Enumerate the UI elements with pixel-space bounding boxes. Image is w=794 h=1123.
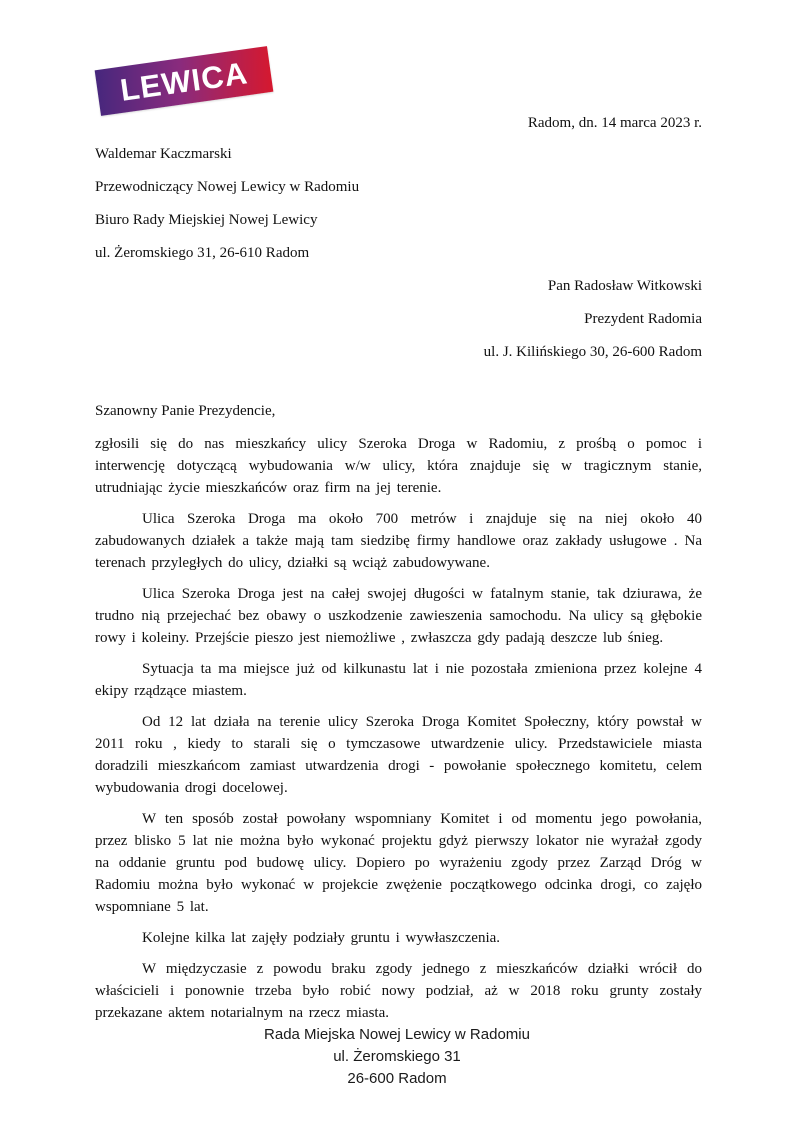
- sender-office: Biuro Rady Miejskiej Nowej Lewicy: [95, 212, 318, 228]
- letter-footer: [0, 1024, 794, 1090]
- paragraph-1: zgłosili się do nas mieszkańcy ulicy Szeroka Droga w Radomiu, z prośbą o pomoc i interwencję dotyczącą wybudowania w/w ulicy, która znajduje się w tragicznym stanie, utrudniając życie mieszkańców oraz firm na jej terenie.: [95, 436, 702, 496]
- paragraph-2: Ulica Szeroka Droga ma około 700 metrów i znajduje się na niej około 40 zabudowanych działek a także mają tam siedzibę firmy handlowe oraz zakłady usługowe . Na terenach przyległych do ulicy, działki są wciąż zabudowywane.: [95, 511, 702, 571]
- salutation: Szanowny Panie Prezydencie,: [95, 403, 276, 419]
- lewica-logo-text: LEWICA: [118, 54, 250, 108]
- paragraph-4: Sytuacja ta ma miejsce już od kilkunastu lat i nie pozostała zmieniona przez kolejne 4 ekipy rządzące miastem.: [95, 661, 702, 699]
- paragraph-8: W międzyczasie z powodu braku zgody jednego z mieszkańców działki wrócił do właścicieli i ponownie trzeba było robić nowy podział, aż w 2018 roku grunty zostały przekazane aktem notarialnym na rzecz miasta.: [95, 961, 702, 1021]
- paragraph-5: Od 12 lat działa na terenie ulicy Szeroka Droga Komitet Społeczny, który powstał w 2011 roku , kiedy to starali się o tymczasowe utwardzenie ulicy. Przedstawiciele miasta doradzili mieszkańcom zamiast utwardzenia drogi - powołanie społecznego komitetu, celem wybudowania drogi docelowej.: [95, 714, 702, 796]
- paragraph-6: W ten sposób został powołany wspomniany Komitet i od momentu jego powołania, przez blisko 5 lat nie można było wykonać projektu gdyż pierwszy lokator nie wyrażał zgody na oddanie gruntu pod budowę ulicy. Dopiero po wyrażeniu zgody przez Zarząd Dróg w Radomiu można było wykonać w projekcie zwężenie początkowego odcinka drogi, co zajęło wspomniane 5 lat.: [95, 811, 702, 915]
- recipient-title: Prezydent Radomia: [584, 311, 702, 327]
- recipient-name: Pan Radosław Witkowski: [547, 278, 702, 294]
- recipient-block: [95, 275, 702, 363]
- paragraph-7: Kolejne kilka lat zajęły podziały gruntu i wywłaszczenia.: [142, 930, 501, 946]
- recipient-address: ul. J. Kilińskiego 30, 26-600 Radom: [483, 344, 702, 360]
- footer-org: Rada Miejska Nowej Lewicy w Radomiu: [264, 1026, 530, 1043]
- paragraph-3: Ulica Szeroka Droga jest na całej swojej długości w fatalnym stanie, tak dziurawa, że trudno nią przejechać bez obawy o uszkodzenie zawieszenia samochodu. Na ulicy są głębokie rowy i koleiny. Przejście pieszo jest niemożliwe , zwłaszcza gdy padają deszcze lub śnieg.: [95, 586, 702, 646]
- footer-street: ul. Żeromskiego 31: [333, 1048, 461, 1065]
- footer-city: 26-600 Radom: [347, 1070, 447, 1087]
- sender-title: Przewodniczący Nowej Lewicy w Radomiu: [95, 179, 360, 195]
- date-line: Radom, dn. 14 marca 2023 r.: [527, 115, 702, 131]
- sender-address: ul. Żeromskiego 31, 26-610 Radom: [95, 245, 310, 261]
- sender-block: [95, 143, 702, 264]
- sender-name: Waldemar Kaczmarski: [95, 146, 232, 162]
